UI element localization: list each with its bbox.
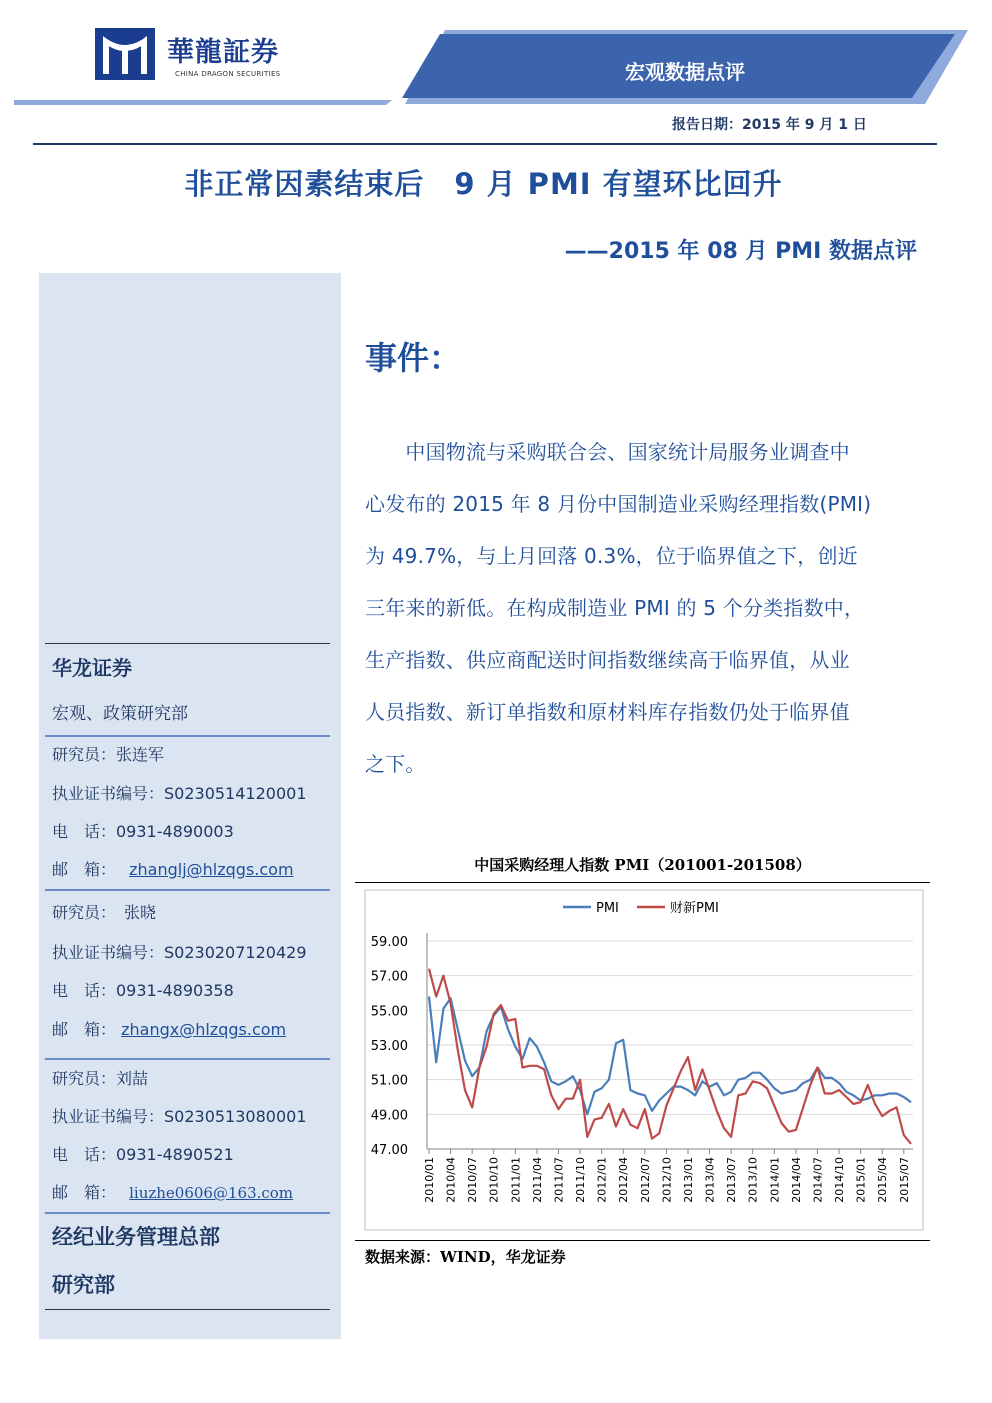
analyst-phone: 电 话：0931-4890521 [52,1145,234,1164]
header-divider [33,143,937,145]
page-subtitle: ——2015 年 08 月 PMI 数据点评 [564,239,917,264]
sidebar-divider [45,1058,330,1060]
y-tick-label: 59.00 [370,935,408,950]
y-tick-label: 49.00 [370,1108,408,1124]
analyst-email-link[interactable]: liuzhe0606@163.com [129,1184,294,1202]
x-tick-label: 2010/04 [444,1157,458,1203]
email-label: 邮 箱： [52,1020,117,1039]
sidebar-divider [45,643,330,644]
x-tick-label: 2011/01 [509,1157,523,1203]
sidebar-footer-sub: 研究部 [52,1273,115,1297]
y-tick-label: 51.00 [370,1073,408,1089]
event-paragraph [365,430,935,794]
paragraph-line: 人员指数、新订单指数和原材料库存指数仍处于临界值 [365,700,850,724]
chart-title: 中国采购经理人指数 PMI（201001-201508） [474,856,811,874]
sidebar-dept: 宏观、政策研究部 [52,704,188,724]
analyst-name: 研究员：刘喆 [52,1069,149,1088]
email-label: 邮 箱： [52,1183,117,1202]
y-tick-label: 47.00 [370,1143,408,1158]
analyst-cert: 执业证书编号：S0230513080001 [52,1107,307,1126]
x-tick-label: 2011/10 [574,1157,588,1203]
paragraph-line: 为 49.7%，与上月回落 0.3%，位于临界值之下，创近 [365,544,858,568]
x-tick-label: 2012/07 [638,1157,652,1203]
sidebar-footer-dept: 经纪业务管理总部 [52,1225,220,1249]
x-tick-label: 2012/04 [617,1157,631,1203]
x-tick-label: 2014/04 [789,1157,803,1203]
report-date: 报告日期：2015 年 9 月 1 日 [672,117,867,133]
x-tick-label: 2012/01 [595,1157,609,1203]
analyst-phone: 电 话：0931-4890003 [52,822,234,841]
sidebar-divider [45,735,330,737]
analyst-name: 研究员：张连军 [52,745,165,764]
sidebar-divider [45,1212,330,1214]
paragraph-line: 生产指数、供应商配送时间指数继续高于临界值，从业 [365,648,850,672]
x-tick-label: 2013/04 [703,1157,717,1203]
page-title: 非正常因素结束后 9 月 PMI 有望环比回升 [184,167,783,201]
x-tick-label: 2013/10 [746,1157,760,1203]
pmi-line-chart [355,888,930,1240]
analyst-email-row [52,857,294,880]
x-tick-label: 2010/10 [487,1157,501,1203]
analyst-email-link[interactable]: zhangx@hlzqgs.com [121,1020,287,1039]
banner-label: 宏观数据点评 [625,60,745,84]
y-tick-label: 57.00 [370,969,408,985]
logo-cn-text: 華龍証券 [167,37,279,68]
legend-label: PMI [596,901,619,916]
x-tick-label: 2015/01 [854,1157,868,1203]
x-tick-label: 2011/07 [552,1157,566,1203]
x-tick-label: 2014/10 [833,1157,847,1203]
paragraph-line: 三年来的新低。在构成制造业 PMI 的 5 个分类指数中， [365,596,865,620]
x-tick-label: 2014/01 [768,1157,782,1203]
x-tick-label: 2012/10 [660,1157,674,1203]
analyst-phone: 电 话：0931-4890358 [52,981,234,1000]
logo-en-text: CHINA DRAGON SECURITIES [175,70,281,78]
sidebar-divider [45,1309,330,1310]
x-tick-label: 2010/07 [466,1157,480,1203]
x-tick-label: 2011/04 [530,1157,544,1203]
x-tick-label: 2013/01 [681,1157,695,1203]
analyst-email-row [52,1180,293,1203]
x-tick-label: 2015/04 [876,1157,890,1203]
x-tick-label: 2014/07 [811,1157,825,1203]
paragraph-line: 心发布的 2015 年 8 月份中国制造业采购经理指数(PMI) [365,492,872,516]
paragraph-line: 之下。 [365,752,426,776]
analyst-cert: 执业证书编号：S0230514120001 [52,784,307,803]
chart-bottom-rule [355,1240,930,1241]
email-label: 邮 箱： [52,860,117,879]
analyst-cert: 执业证书编号：S0230207120429 [52,943,307,962]
analyst-email-link[interactable]: zhanglj@hlzqgs.com [129,860,294,879]
header-banner [0,0,992,110]
legend-label: 财新PMI [670,901,719,916]
paragraph-line: 中国物流与采购联合会、国家统计局服务业调查中 [365,440,850,464]
event-heading: 事件： [365,339,462,377]
y-tick-label: 55.00 [370,1004,408,1020]
y-tick-label: 53.00 [370,1039,408,1054]
analyst-email-row [52,1017,286,1040]
analyst-name: 研究员： 张晓 [52,903,157,922]
sidebar-company: 华龙证券 [52,656,132,680]
sidebar-divider [45,889,330,891]
x-tick-label: 2010/01 [423,1157,436,1203]
data-source: 数据来源：WIND，华龙证券 [365,1248,566,1266]
x-tick-label: 2015/07 [897,1157,911,1203]
x-tick-label: 2013/07 [725,1157,739,1203]
chart-top-rule [355,882,930,883]
